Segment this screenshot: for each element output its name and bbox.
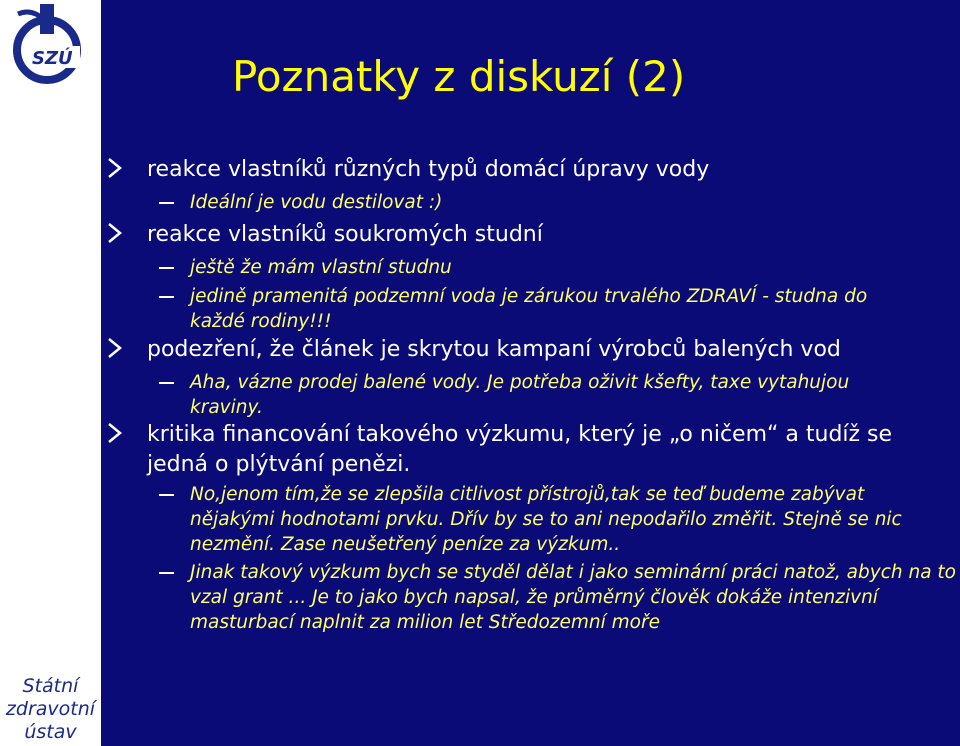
arrow-bullet-icon — [108, 337, 122, 359]
sidebar — [0, 0, 101, 746]
dash-icon — [159, 382, 174, 384]
org-name-line: Státní — [22, 675, 79, 697]
org-name — [0, 675, 101, 744]
bullet-text: podezření, že článek je skrytou kampaní výrobců balených vod — [147, 337, 841, 362]
bullet-text: reakce vlastníků soukromých studní — [147, 222, 543, 247]
slide-content — [101, 0, 960, 746]
bullet-text: reakce vlastníků různých typů domácí úpravy vody — [147, 157, 710, 182]
dash-icon — [159, 296, 174, 298]
dash-icon — [159, 572, 174, 574]
sub-bullet-text: Jinak takový výzkum bych se styděl dělat i jako seminární práci natož, abych na to vzal grant ... Je to jako bych napsal, že průměrný člověk dokáže intenzivní masturbací naplnit za milion let Středozemní moře — [190, 562, 956, 633]
bullet-text: kritika financování takového výzkumu, který je „o ničem“ a tudíž se jedná o plýtvání penězi. — [147, 422, 893, 477]
sub-bullet-text: jedině pramenitá podzemní voda je zárukou trvalého ZDRAVÍ - studna do každé rodiny!!! — [190, 286, 868, 332]
slide-title: Poznatky z diskuzí (2) — [232, 52, 686, 101]
sub-bullet-text: ještě že mám vlastní studnu — [190, 257, 452, 278]
svg-text:SZÚ: SZÚ — [32, 48, 73, 69]
org-name-line: ústav — [24, 721, 77, 743]
szu-logo-icon — [4, 4, 90, 90]
org-name-line: zdravotní — [5, 698, 96, 720]
arrow-bullet-icon — [108, 222, 122, 244]
sub-bullet-text: Aha, vázne prodej balené vody. Je potřeba oživit kšefty, taxe vytahujou kraviny. — [190, 372, 850, 418]
arrow-bullet-icon — [108, 157, 122, 179]
arrow-bullet-icon — [108, 422, 122, 444]
dash-icon — [159, 494, 174, 496]
sub-bullet-text: Ideální je vodu destilovat :) — [190, 192, 443, 213]
dash-icon — [159, 267, 174, 269]
sub-bullet-text: No,jenom tím,že se zlepšila citlivost přístrojů,tak se teď budeme zabývat nějakými hodnotami prvku. Dřív by se to ani nepodařilo změřit. Stejně se nic nezmění. Zase neušetřený peníze za výzkum.. — [190, 484, 902, 555]
dash-icon — [159, 202, 174, 204]
